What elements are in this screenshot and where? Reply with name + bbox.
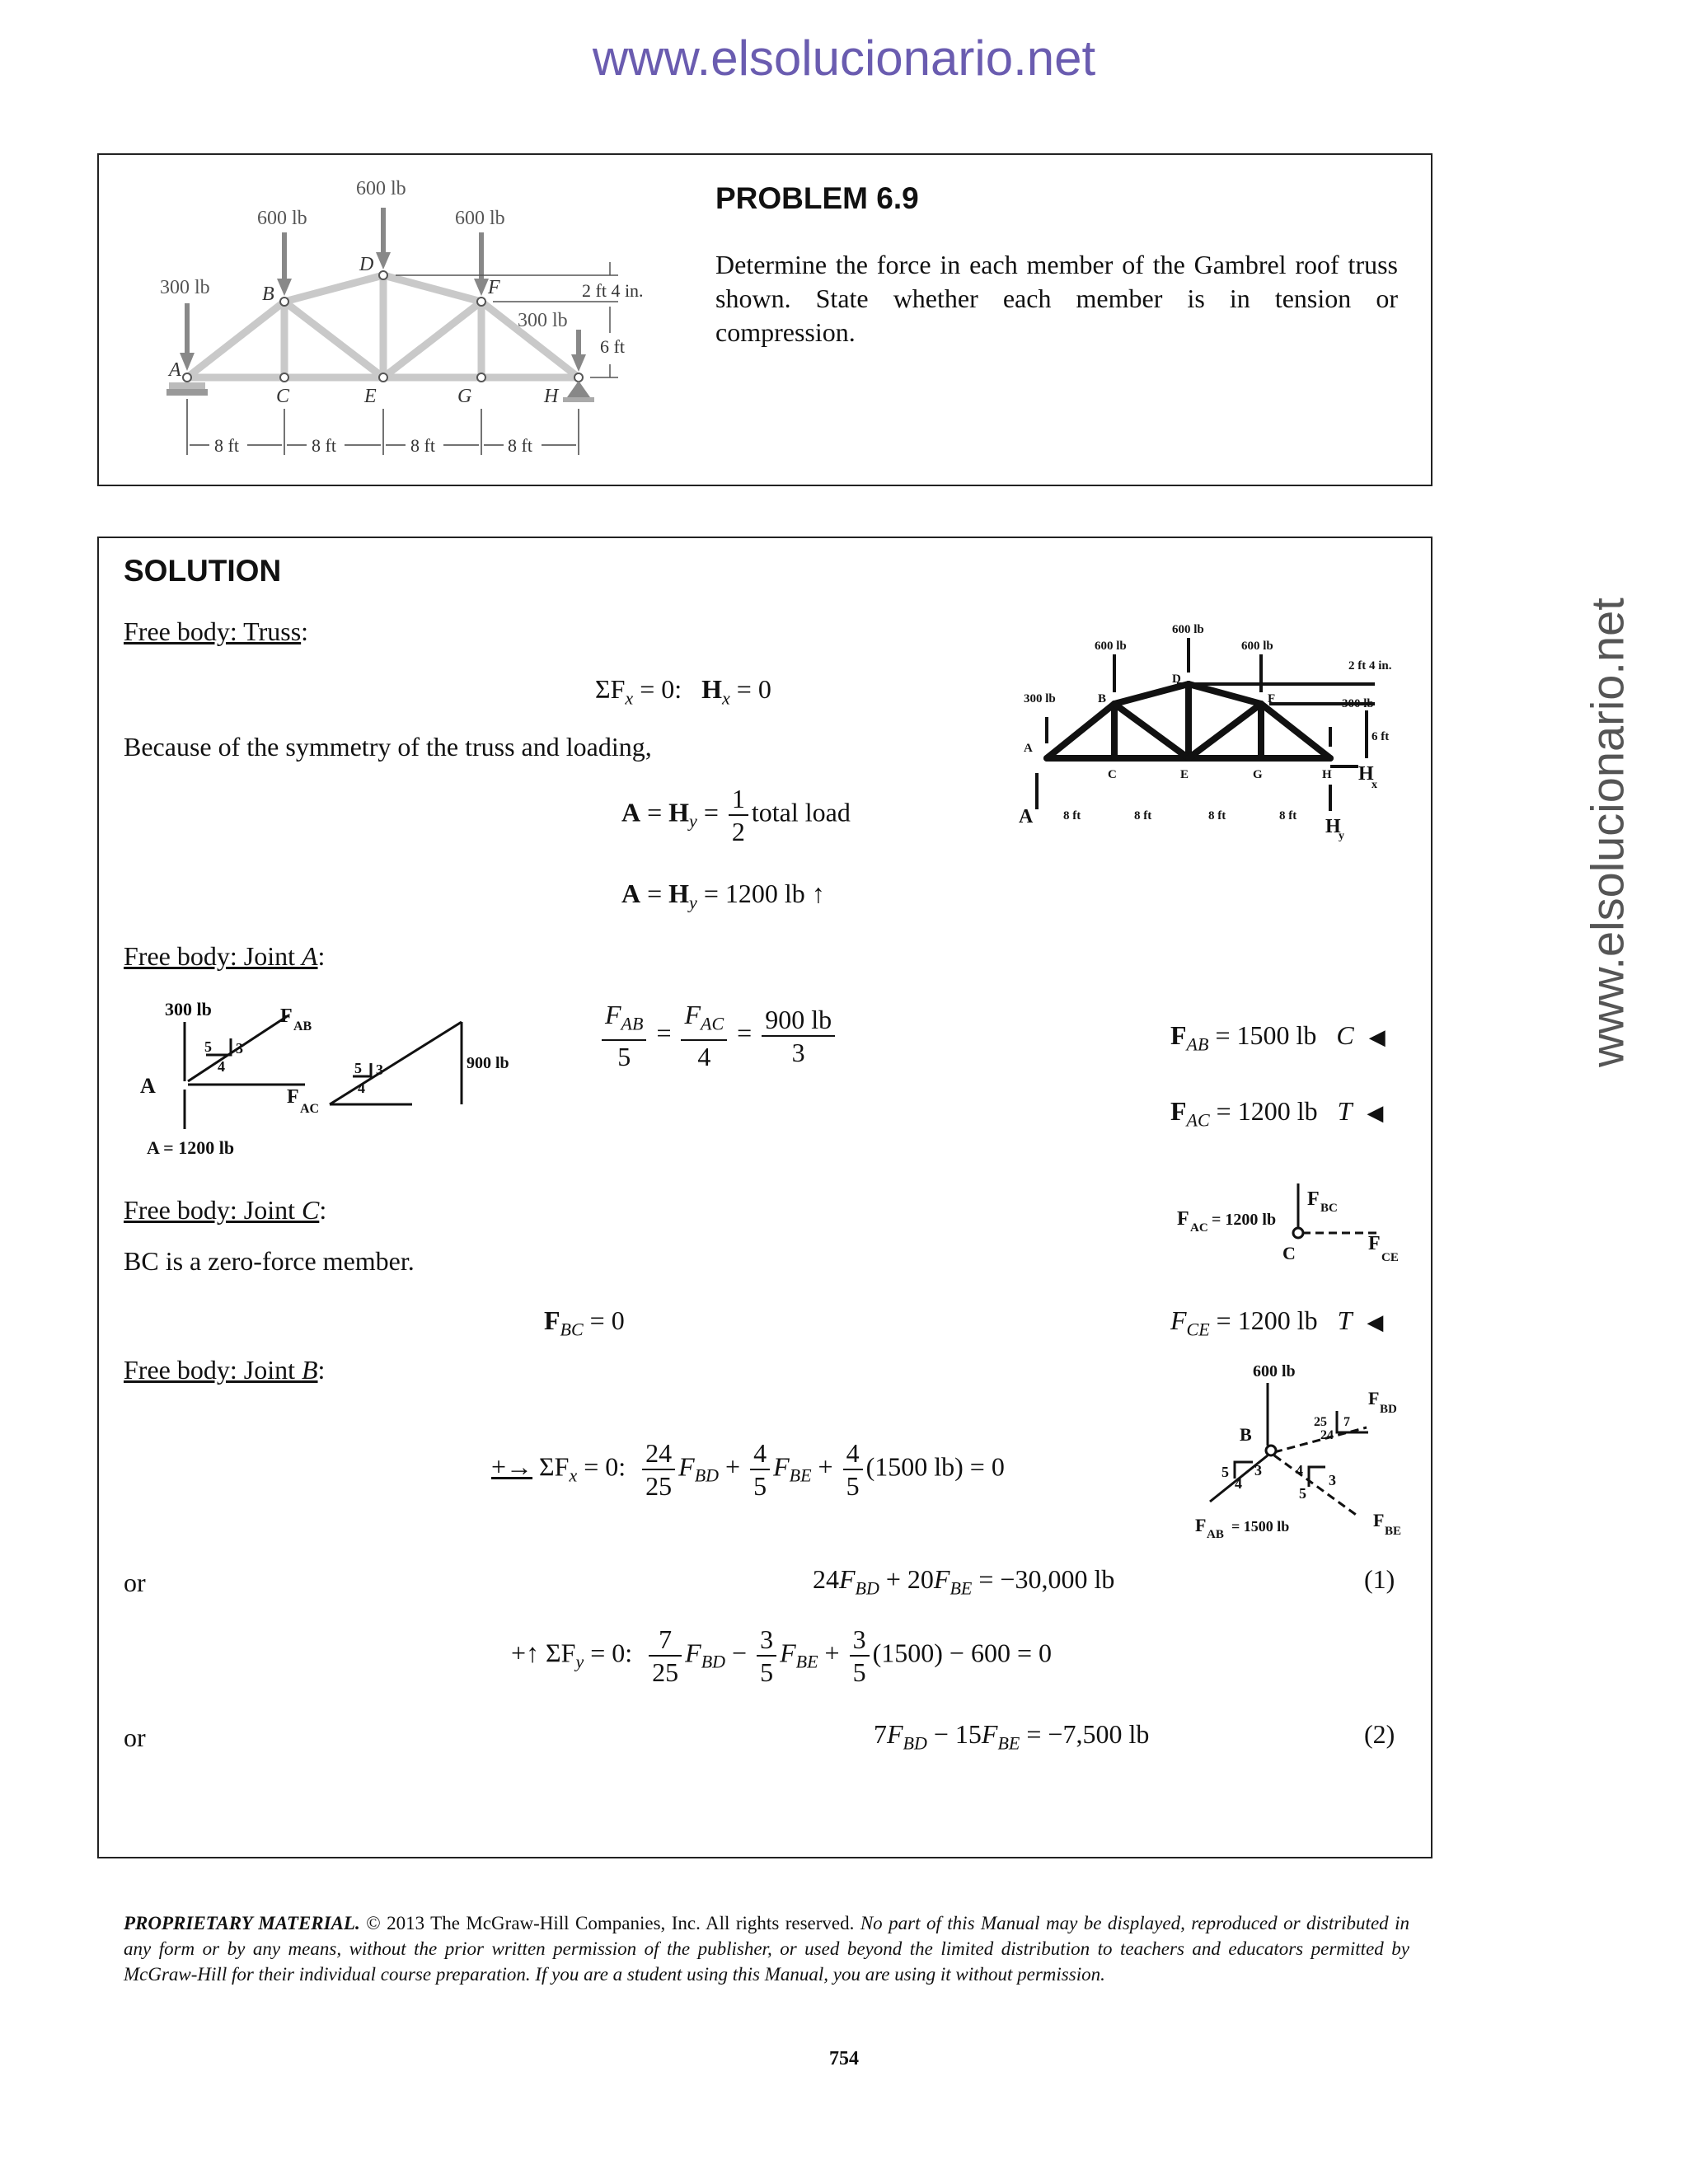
footer-notice: PROPRIETARY MATERIAL. © 2013 The McGraw-Hill Companies, Inc. All rights reserved. No part of this Manual may be displayed, reproduced or distributed in any form or by any means, without the prior written permission of the publisher, or used beyond the limited distribution to teachers and educators permitted by McGraw-Hill for their individual course preparation. If you are a student using this Manual, you are using it without permission. xyxy=(124,1913,1409,1985)
eq-2-label: (2) xyxy=(1364,1719,1395,1749)
svg-text:F: F xyxy=(1195,1515,1207,1535)
svg-text:BD: BD xyxy=(1380,1403,1397,1416)
svg-text:4: 4 xyxy=(1296,1462,1303,1479)
svg-text:3: 3 xyxy=(1254,1462,1262,1479)
fb-truss-label: Free body: Truss: xyxy=(124,616,309,646)
svg-text:F: F xyxy=(1368,1388,1380,1408)
svg-text:AB: AB xyxy=(293,1019,312,1033)
svg-text:F: F xyxy=(287,1086,299,1108)
svg-text:H: H xyxy=(544,386,559,407)
svg-text:600 lb: 600 lb xyxy=(1241,640,1273,653)
load-a-label: 300 lb xyxy=(160,277,210,298)
fb-joint-b-label: Free body: Joint B: xyxy=(124,1355,326,1385)
svg-text:F: F xyxy=(1307,1188,1320,1210)
svg-text:G: G xyxy=(457,386,472,407)
joint-b-sketch xyxy=(1160,1363,1416,1544)
svg-text:A: A xyxy=(1019,806,1034,827)
or-label-2: or xyxy=(124,1722,146,1752)
svg-text:BC: BC xyxy=(1320,1202,1338,1215)
svg-text:600 lb: 600 lb xyxy=(1172,623,1204,636)
load-b-label: 600 lb xyxy=(257,208,307,229)
zero-force-text: BC is a zero-force member. xyxy=(124,1246,415,1276)
svg-text:E: E xyxy=(364,386,377,407)
eq-joint-b-fy: +↑ $\Sigma F_y = 0$: $\frac{7}{25}$ $F_{BD}$ − $\frac{3}{5}$ $F_{BE}$ + $\frac{3}{5}$ (1500) − 600 = 0 xyxy=(511,1624,1052,1687)
svg-text:AC: AC xyxy=(1190,1221,1208,1235)
svg-text:C: C xyxy=(1108,768,1117,781)
eq-half-load: $A = H_y$ = $\frac{1}{2}$ total load xyxy=(621,784,851,846)
svg-text:7: 7 xyxy=(1343,1415,1350,1429)
svg-text:8 ft: 8 ft xyxy=(410,435,435,456)
load-f-label: 600 lb xyxy=(455,208,505,229)
svg-text:H: H xyxy=(1358,763,1374,785)
svg-text:600 lb: 600 lb xyxy=(1095,640,1127,653)
svg-text:H: H xyxy=(1322,768,1332,781)
svg-text:6 ft: 6 ft xyxy=(1372,730,1390,743)
svg-text:AC: AC xyxy=(300,1102,320,1116)
svg-text:300 lb: 300 lb xyxy=(165,999,212,1019)
eq-2: $7F_{BD} - 15F_{BE} = -7,500$ lb xyxy=(874,1719,1150,1754)
eq-fbc: $F_{BC} = 0$ xyxy=(544,1305,625,1340)
svg-text:E: E xyxy=(1180,768,1189,781)
fb-joint-c-label: Free body: Joint C: xyxy=(124,1195,327,1225)
svg-text:2 ft 4 in.: 2 ft 4 in. xyxy=(1348,659,1392,673)
dim-rise: 2 ft 4 in. xyxy=(582,280,644,301)
svg-text:4: 4 xyxy=(358,1080,365,1096)
svg-text:B: B xyxy=(262,284,274,305)
fb-truss-sketch xyxy=(1012,620,1408,851)
svg-text:A: A xyxy=(140,1074,156,1098)
svg-text:3: 3 xyxy=(1329,1472,1336,1488)
svg-text:F: F xyxy=(1268,692,1276,705)
svg-text:CE: CE xyxy=(1381,1251,1399,1264)
page-number: 754 xyxy=(829,2048,859,2069)
watermark-top: www.elsolucionario.net xyxy=(592,30,1096,86)
result-fac: $F_{AC} = 1200$ lb T ◀ xyxy=(1170,1096,1384,1131)
svg-text:25: 25 xyxy=(1314,1415,1327,1429)
svg-text:600 lb: 600 lb xyxy=(1253,1363,1296,1380)
svg-text:5: 5 xyxy=(1221,1464,1229,1480)
svg-text:D: D xyxy=(359,254,374,275)
joint-a-sketch xyxy=(140,997,536,1162)
svg-text:F: F xyxy=(280,1005,293,1027)
svg-text:D: D xyxy=(1172,673,1181,686)
svg-text:8 ft: 8 ft xyxy=(1063,809,1081,823)
svg-text:A: A xyxy=(1024,742,1033,755)
svg-text:8 ft: 8 ft xyxy=(1279,809,1297,823)
watermark-side: www.elsolucionario.net xyxy=(1581,598,1634,1067)
joint-c-sketch xyxy=(1170,1170,1418,1269)
result-fab: $F_{AB} = 1500$ lb C ◀ xyxy=(1170,1020,1386,1055)
truss-figure xyxy=(124,170,684,475)
svg-text:8 ft: 8 ft xyxy=(214,435,239,456)
svg-text:8 ft: 8 ft xyxy=(312,435,336,456)
or-label-1: or xyxy=(124,1568,146,1597)
svg-text:5: 5 xyxy=(204,1038,212,1055)
svg-text:4: 4 xyxy=(218,1058,225,1075)
load-d-label: 600 lb xyxy=(356,178,406,199)
load-h-label: 300 lb xyxy=(518,310,568,331)
eq-1-label: (1) xyxy=(1364,1564,1395,1594)
svg-text:B: B xyxy=(1098,692,1107,705)
svg-text:= 1500 lb: = 1500 lb xyxy=(1231,1518,1290,1535)
eq-joint-a-ratio: $\frac{F_{AB}}{5}$ = $\frac{F_{AC}}{4}$ = $\frac{900 lb}{3}$ xyxy=(598,999,838,1072)
svg-text:5: 5 xyxy=(354,1060,362,1076)
svg-text:8 ft: 8 ft xyxy=(508,435,532,456)
problem-statement: Determine the force in each member of the Gambrel roof truss shown. State whether each member is in tension or compression. xyxy=(715,250,1398,347)
svg-text:B: B xyxy=(1240,1424,1252,1445)
fb-joint-a-label: Free body: Joint A: xyxy=(124,941,326,971)
svg-text:3: 3 xyxy=(376,1062,383,1078)
result-fce: $F_{CE} = 1200$ lb T ◀ xyxy=(1170,1305,1384,1340)
svg-text:A: A xyxy=(169,359,181,381)
svg-text:BE: BE xyxy=(1385,1525,1402,1538)
svg-text:8 ft: 8 ft xyxy=(1134,809,1152,823)
svg-text:x: x xyxy=(1372,779,1377,791)
svg-text:F: F xyxy=(488,277,500,298)
eq-sum-fx: $\Sigma F_x = 0$: $H_x = 0$ xyxy=(595,674,771,709)
problem-title: PROBLEM 6.9 xyxy=(715,181,919,215)
svg-text:y: y xyxy=(1339,830,1344,842)
svg-text:F: F xyxy=(1373,1510,1385,1530)
svg-text:8 ft: 8 ft xyxy=(1208,809,1226,823)
svg-text:= 1200 lb: = 1200 lb xyxy=(1212,1211,1277,1229)
svg-text:5: 5 xyxy=(1299,1485,1306,1502)
svg-text:C: C xyxy=(276,386,290,407)
eq-reaction: $A = H_y = 1200$ lb ↑ xyxy=(621,879,825,913)
svg-text:F: F xyxy=(1177,1208,1189,1230)
dim-height: 6 ft xyxy=(600,336,625,357)
svg-text:AB: AB xyxy=(1207,1528,1224,1541)
solution-heading: SOLUTION xyxy=(124,554,282,588)
svg-text:A = 1200 lb: A = 1200 lb xyxy=(147,1137,235,1158)
svg-text:4: 4 xyxy=(1235,1475,1242,1492)
eq-1: $24F_{BD} + 20F_{BE} = -30,000$ lb xyxy=(813,1564,1115,1599)
svg-text:3: 3 xyxy=(236,1040,243,1057)
svg-text:900 lb: 900 lb xyxy=(467,1054,509,1072)
eq-joint-b-fx: +→ $\Sigma F_x = 0$: $\frac{24}{25}$ $F_{BD}$ + $\frac{4}{5}$ $F_{BE}$ + $\frac{4}{5}$ (1500 lb) = 0 xyxy=(491,1438,1005,1501)
svg-text:H: H xyxy=(1325,816,1341,837)
symmetry-text: Because of the symmetry of the truss and loading, xyxy=(124,732,652,762)
svg-text:C: C xyxy=(1282,1243,1296,1263)
svg-text:300 lb: 300 lb xyxy=(1024,692,1056,705)
svg-text:24: 24 xyxy=(1320,1428,1334,1442)
svg-text:F: F xyxy=(1368,1233,1381,1254)
svg-text:300 lb: 300 lb xyxy=(1342,697,1374,710)
svg-text:G: G xyxy=(1253,768,1263,781)
